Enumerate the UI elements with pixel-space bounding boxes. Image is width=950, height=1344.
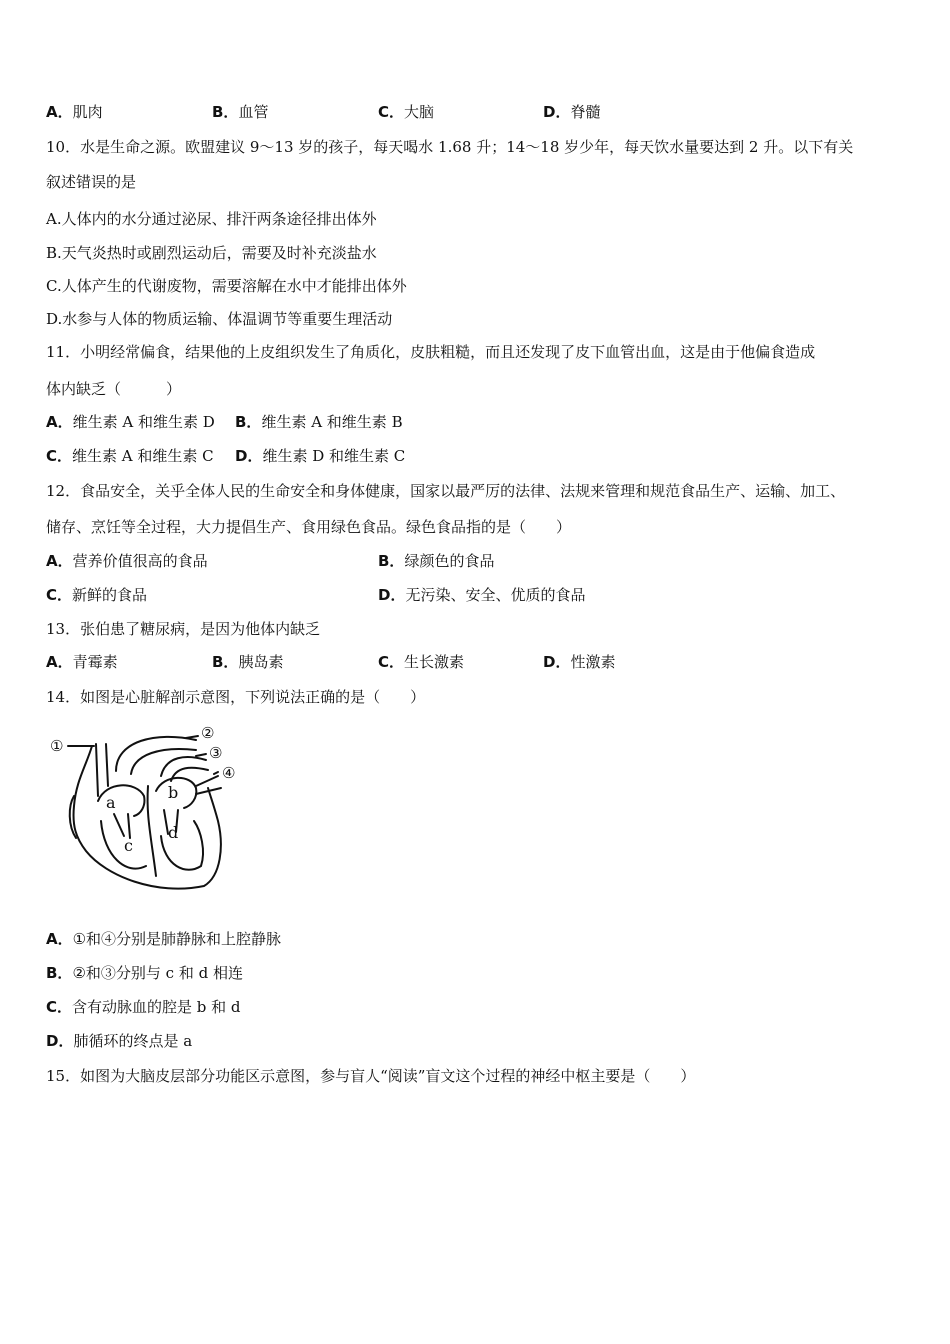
- q12-option-c[interactable]: [46, 585, 147, 605]
- option-label: B．: [212, 653, 239, 671]
- q12-option-a[interactable]: [46, 551, 208, 571]
- option-label: B．: [212, 103, 239, 121]
- option-label: C．: [46, 998, 73, 1016]
- option-text: 维生素 D 和维生素 C: [262, 447, 406, 465]
- option-label: D．: [46, 1032, 74, 1050]
- heart-diagram: [46, 726, 251, 896]
- q11-option-c[interactable]: [46, 446, 214, 466]
- option-text: 新鲜的食品: [72, 586, 148, 604]
- q14-option-c[interactable]: [46, 997, 241, 1017]
- q11-stem-line1: 11．小明经常偏食，结果他的上皮组织发生了角质化，皮肤粗糙，而且还发现了皮下血管出血，这是由于他偏食造成: [46, 343, 816, 361]
- option-label: B．: [378, 552, 405, 570]
- option-label: C．: [46, 447, 73, 465]
- q12-stem-line2: 储存、烹饪等全过程，大力提倡生产、食用绿色食品。绿色食品指的是（ ）: [46, 518, 572, 536]
- q9-option-c[interactable]: [378, 102, 434, 122]
- label-b: b: [168, 783, 179, 802]
- option-label: D．: [543, 653, 571, 671]
- q13-stem: 13．张伯患了糖尿病，是因为他体内缺乏: [46, 620, 321, 638]
- option-label: A．: [46, 413, 73, 431]
- option-text: 青霉素: [72, 653, 118, 671]
- q10-option-b[interactable]: B.天气炎热时或剧烈运动后，需要及时补充淡盐水: [46, 244, 377, 262]
- option-text: 维生素 A 和维生素 B: [261, 413, 403, 431]
- label-1: ①: [50, 737, 64, 755]
- option-text: ②和③分别与 c 和 d 相连: [72, 964, 243, 982]
- option-text: 营养价值很高的食品: [72, 552, 208, 570]
- option-text: 大脑: [404, 103, 435, 121]
- option-text: ①和④分别是肺静脉和上腔静脉: [72, 930, 282, 948]
- q9-option-d[interactable]: [543, 102, 600, 122]
- option-label: D．: [543, 103, 571, 121]
- q10-option-c[interactable]: C.人体产生的代谢废物，需要溶解在水中才能排出体外: [46, 277, 407, 295]
- option-text: 维生素 A 和维生素 C: [72, 447, 214, 465]
- q9-option-b[interactable]: [212, 102, 268, 122]
- option-label: C．: [46, 586, 73, 604]
- q13-option-b[interactable]: [212, 652, 283, 672]
- option-label: A．: [46, 930, 73, 948]
- option-text: 肺循环的终点是 a: [73, 1032, 193, 1050]
- option-text: 生长激素: [404, 653, 465, 671]
- label-d: d: [168, 823, 179, 842]
- label-c: c: [124, 836, 133, 855]
- option-text: 脊髓: [570, 103, 601, 121]
- q13-option-c[interactable]: [378, 652, 464, 672]
- label-4: ④: [222, 764, 236, 782]
- q11-option-d[interactable]: [235, 446, 405, 466]
- q14-option-d[interactable]: [46, 1031, 192, 1051]
- option-label: B．: [235, 413, 262, 431]
- q14-stem: 14．如图是心脏解剖示意图，下列说法正确的是（ ）: [46, 688, 426, 706]
- option-text: 性激素: [570, 653, 616, 671]
- q14-option-a[interactable]: [46, 929, 281, 949]
- option-label: B．: [46, 964, 73, 982]
- option-text: 肌肉: [72, 103, 103, 121]
- q11-stem-line2: 体内缺乏（ ）: [46, 380, 182, 398]
- option-label: A．: [46, 103, 73, 121]
- option-text: 绿颜色的食品: [404, 552, 495, 570]
- q14-option-b[interactable]: [46, 963, 243, 983]
- q12-option-b[interactable]: [378, 551, 494, 571]
- option-label: D．: [235, 447, 263, 465]
- q10-stem-line2: 叙述错误的是: [46, 173, 137, 191]
- q10-stem-line1: 10．水是生命之源。欧盟建议 9～13 岁的孩子，每天喝水 1.68 升；14～18 岁少年，每天饮水量要达到 2 升。以下有关: [46, 138, 854, 156]
- q10-option-d[interactable]: D.水参与人体的物质运输、体温调节等重要生理活动: [46, 310, 393, 328]
- option-text: 无污染、安全、优质的食品: [405, 586, 586, 604]
- option-label: C．: [378, 653, 405, 671]
- label-3: ③: [209, 744, 223, 762]
- option-label: C．: [378, 103, 405, 121]
- q11-option-b[interactable]: [235, 412, 403, 432]
- option-text: 胰岛素: [238, 653, 284, 671]
- option-label: A．: [46, 653, 73, 671]
- q15-stem: 15．如图为大脑皮层部分功能区示意图，参与盲人“阅读”盲文这个过程的神经中枢主要是（ ）: [46, 1067, 696, 1085]
- q13-option-a[interactable]: [46, 652, 118, 672]
- q11-option-a[interactable]: [46, 412, 215, 432]
- option-text: 血管: [238, 103, 269, 121]
- option-label: D．: [378, 586, 406, 604]
- label-a: a: [106, 793, 116, 812]
- q10-option-a[interactable]: A.人体内的水分通过泌尿、排汗两条途径排出体外: [46, 210, 377, 228]
- q9-option-a[interactable]: [46, 102, 103, 122]
- q12-stem-line1: 12．食品安全，关乎全体人民的生命安全和身体健康，国家以最严厉的法律、法规来管理和规范食品生产、运输、加工、: [46, 482, 846, 500]
- q12-option-d[interactable]: [378, 585, 585, 605]
- q13-option-d[interactable]: [543, 652, 615, 672]
- option-label: A．: [46, 552, 73, 570]
- option-text: 维生素 A 和维生素 D: [72, 413, 215, 431]
- label-2: ②: [201, 726, 215, 742]
- option-text: 含有动脉血的腔是 b 和 d: [72, 998, 241, 1016]
